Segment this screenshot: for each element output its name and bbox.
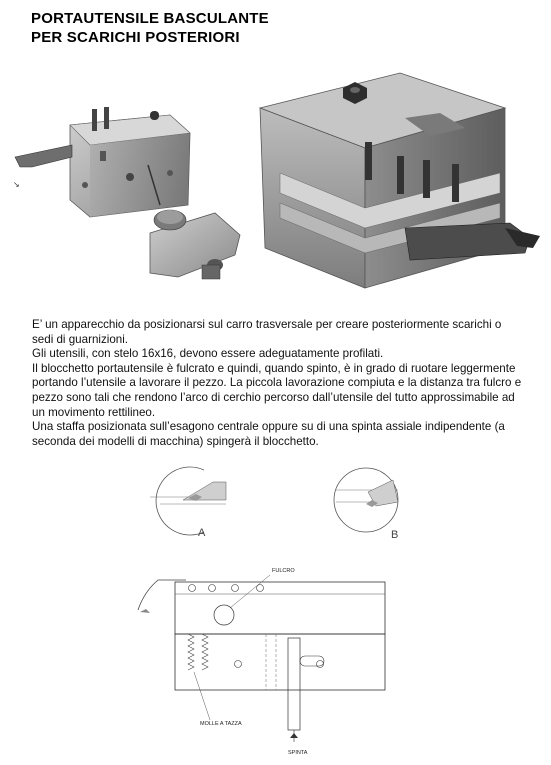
title-line-1: PORTAUTENSILE BASCULANTE [31,10,269,27]
detail-a-drawing [138,462,228,542]
description-paragraph-2: Gli utensili, con stelo 16x16, devono essere adeguatamente profilati. [32,347,384,361]
spinta-label: SPINTA [288,750,308,756]
description-paragraph-4: Una staffa posizionata sull’esagono centrale oppure su di una spinta assiale indipendente (a seconda dei modelli di macchina) spingerà il blocchetto. [32,420,505,448]
molle-label: MOLLE A TAZZA [200,721,242,727]
technical-drawing [130,560,390,760]
title-line-2: PER SCARICHI POSTERIORI [31,29,240,46]
description-text [32,318,522,449]
tool-holder-photo-small [10,105,245,295]
detail-b-label: B [391,529,399,541]
tool-holder-photo-large [255,68,545,298]
detail-a-label: A [198,527,206,539]
svg-text:↘: ↘ [13,180,20,189]
description-paragraph-3: Il blocchetto portautensile è fulcrato e quindi, quando spinto, è in grado di ruotare leggermente portando l’utensile a lavorare il pezzo. La piccola lavorazione compiuta e la distanza tra fulcro e pezzo sono tali che rendono l’arco di cerchio percorso dall’utensile del tutto approssimabile ad un movimento rettilineo. [32,361,522,419]
description-paragraph-1: E’ un apparecchio da posizionarsi sul carro trasversale per creare posteriormente scarichi o sedi di guarnizioni. [32,318,502,346]
fulcro-label: FULCRO [272,568,295,574]
detail-b-drawing [328,462,418,542]
page-title [31,9,269,47]
